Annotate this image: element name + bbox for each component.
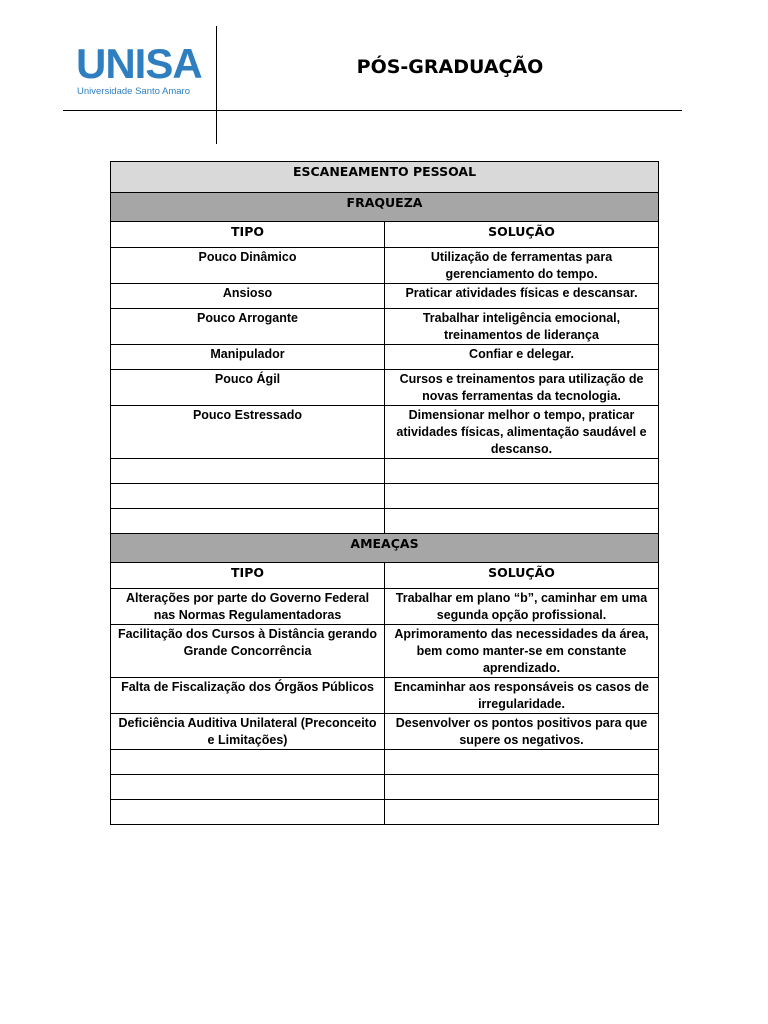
weakness-type: Ansioso xyxy=(111,284,385,309)
weakness-solution: Cursos e treinamentos para utilização de novas ferramentas da tecnologia. xyxy=(385,370,659,406)
header-horizontal-divider xyxy=(63,110,682,111)
threats-heading-row xyxy=(111,534,659,563)
personal-scan-table xyxy=(110,161,659,825)
table-row xyxy=(111,406,659,459)
weakness-solution: Trabalhar inteligência emocional, treinamentos de liderança xyxy=(385,309,659,345)
table-row xyxy=(111,248,659,284)
weakness-col-type: TIPO xyxy=(111,222,385,248)
threat-type: Falta de Fiscalização dos Órgãos Públicos xyxy=(111,678,385,714)
threats-column-headers xyxy=(111,563,659,589)
empty-cell xyxy=(111,459,385,484)
threat-type: Facilitação dos Cursos à Distância gerando Grande Concorrência xyxy=(111,625,385,678)
weakness-type: Pouco Ágil xyxy=(111,370,385,406)
table-title: ESCANEAMENTO PESSOAL xyxy=(111,162,659,193)
empty-cell xyxy=(385,800,659,825)
empty-row xyxy=(111,750,659,775)
empty-row xyxy=(111,459,659,484)
logo-wordmark: UNISA xyxy=(76,40,202,87)
empty-cell xyxy=(111,800,385,825)
weakness-solution: Confiar e delegar. xyxy=(385,345,659,370)
empty-cell xyxy=(385,775,659,800)
threat-type: Deficiência Auditiva Unilateral (Preconceito e Limitações) xyxy=(111,714,385,750)
empty-cell xyxy=(385,509,659,534)
weakness-heading-row xyxy=(111,193,659,222)
table-row xyxy=(111,625,659,678)
empty-cell xyxy=(111,775,385,800)
weakness-solution: Praticar atividades físicas e descansar. xyxy=(385,284,659,309)
threats-heading: AMEAÇAS xyxy=(111,534,659,563)
empty-cell xyxy=(111,750,385,775)
empty-row xyxy=(111,800,659,825)
weakness-type: Pouco Estressado xyxy=(111,406,385,459)
empty-cell xyxy=(385,484,659,509)
empty-cell xyxy=(111,484,385,509)
header-vertical-divider xyxy=(216,26,217,144)
empty-cell xyxy=(385,750,659,775)
table-row xyxy=(111,309,659,345)
table-row xyxy=(111,714,659,750)
table-row xyxy=(111,345,659,370)
table-row xyxy=(111,284,659,309)
weakness-col-solution: SOLUÇÃO xyxy=(385,222,659,248)
table-row xyxy=(111,370,659,406)
empty-cell xyxy=(111,509,385,534)
weakness-type: Pouco Dinâmico xyxy=(111,248,385,284)
table-row xyxy=(111,589,659,625)
page-title: PÓS-GRADUAÇÃO xyxy=(356,56,544,78)
empty-row xyxy=(111,484,659,509)
table-row xyxy=(111,678,659,714)
threats-col-type: TIPO xyxy=(111,563,385,589)
weakness-type: Pouco Arrogante xyxy=(111,309,385,345)
weakness-solution: Utilização de ferramentas para gerenciamento do tempo. xyxy=(385,248,659,284)
empty-row xyxy=(111,775,659,800)
threat-type: Alterações por parte do Governo Federal nas Normas Regulamentadoras xyxy=(111,589,385,625)
threat-solution: Encaminhar aos responsáveis os casos de irregularidade. xyxy=(385,678,659,714)
weakness-column-headers xyxy=(111,222,659,248)
empty-row xyxy=(111,509,659,534)
empty-cell xyxy=(385,459,659,484)
unisa-logo xyxy=(76,42,200,98)
threat-solution: Aprimoramento das necessidades da área, bem como manter-se em constante aprendizado. xyxy=(385,625,659,678)
weakness-heading: FRAQUEZA xyxy=(111,193,659,222)
logo-subtitle: Universidade Santo Amaro xyxy=(77,86,191,97)
threat-solution: Desenvolver os pontos positivos para que supere os negativos. xyxy=(385,714,659,750)
threat-solution: Trabalhar em plano “b”, caminhar em uma segunda opção profissional. xyxy=(385,589,659,625)
threats-col-solution: SOLUÇÃO xyxy=(385,563,659,589)
weakness-solution: Dimensionar melhor o tempo, praticar atividades físicas, alimentação saudável e descanso. xyxy=(385,406,659,459)
table-title-row xyxy=(111,162,659,193)
weakness-type: Manipulador xyxy=(111,345,385,370)
